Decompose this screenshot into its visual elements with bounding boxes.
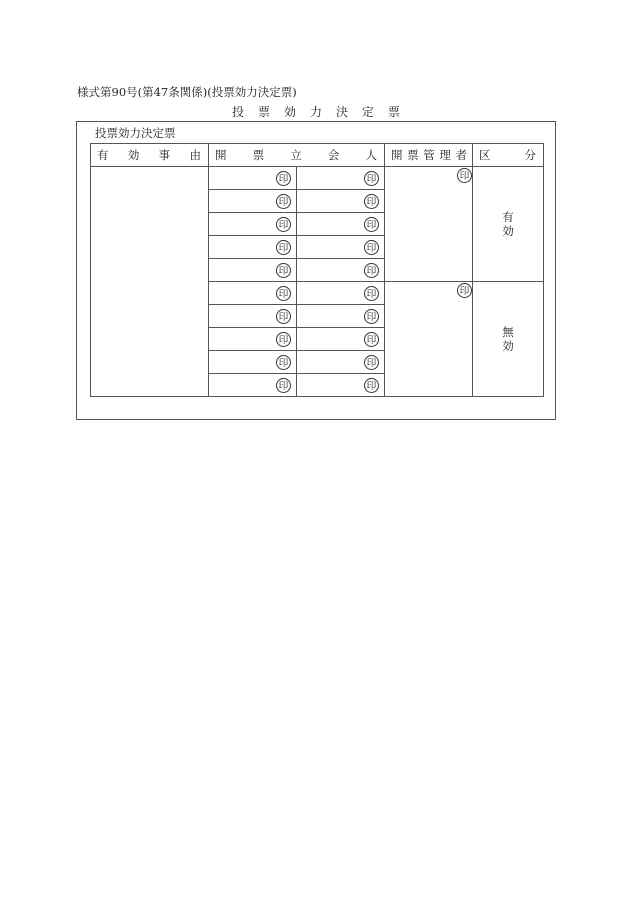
witness-seal-cell[interactable] bbox=[209, 328, 297, 351]
witness-seal-cell[interactable] bbox=[209, 305, 297, 328]
seal-mark: 印 bbox=[276, 240, 291, 255]
seal-mark: 印 bbox=[364, 309, 379, 324]
witness-seal-cell[interactable] bbox=[209, 282, 297, 305]
category-label-invalid: 無効 bbox=[502, 325, 514, 353]
witness-seal-cell[interactable] bbox=[209, 213, 297, 236]
title-char: 効 bbox=[283, 105, 296, 119]
witness-seal-cell[interactable] bbox=[297, 374, 385, 397]
seal-mark: 印 bbox=[364, 263, 379, 278]
decision-table bbox=[90, 143, 544, 397]
witness-seal-cell[interactable] bbox=[297, 259, 385, 282]
seal-mark: 印 bbox=[276, 355, 291, 370]
title-char: 票 bbox=[257, 105, 270, 119]
header-category: 区 分 bbox=[473, 144, 544, 167]
witness-seal-cell[interactable] bbox=[209, 236, 297, 259]
seal-mark: 印 bbox=[276, 217, 291, 232]
witness-seal-cell[interactable] bbox=[209, 167, 297, 190]
seal-mark: 印 bbox=[276, 286, 291, 301]
witness-seal-cell[interactable] bbox=[297, 167, 385, 190]
witness-seal-cell[interactable] bbox=[209, 374, 297, 397]
header-witnesses: 開 票 立 会 人 bbox=[209, 144, 385, 167]
title-char: 票 bbox=[387, 105, 400, 119]
seal-mark: 印 bbox=[364, 286, 379, 301]
reason-cell[interactable] bbox=[91, 167, 209, 397]
manager-seal-cell-valid[interactable] bbox=[385, 167, 473, 282]
title-char: 力 bbox=[309, 105, 322, 119]
witness-seal-cell[interactable] bbox=[297, 328, 385, 351]
seal-mark: 印 bbox=[364, 240, 379, 255]
document-title bbox=[232, 103, 400, 120]
seal-mark: 印 bbox=[364, 355, 379, 370]
witness-seal-cell[interactable] bbox=[297, 236, 385, 259]
valid-row bbox=[91, 167, 544, 190]
form-number: 様式第90号(第47条関係)(投票効力決定票) bbox=[77, 85, 297, 99]
witness-seal-cell[interactable] bbox=[297, 305, 385, 328]
seal-mark: 印 bbox=[276, 378, 291, 393]
seal-mark: 印 bbox=[276, 194, 291, 209]
seal-mark: 印 bbox=[276, 332, 291, 347]
seal-mark: 印 bbox=[276, 263, 291, 278]
category-label-valid: 有効 bbox=[502, 210, 514, 238]
seal-mark: 印 bbox=[457, 283, 472, 298]
seal-mark: 印 bbox=[364, 194, 379, 209]
witness-seal-cell[interactable] bbox=[209, 190, 297, 213]
witness-seal-cell[interactable] bbox=[297, 282, 385, 305]
title-char: 決 bbox=[335, 105, 348, 119]
seal-mark: 印 bbox=[364, 332, 379, 347]
seal-mark: 印 bbox=[364, 217, 379, 232]
header-reason: 有 効 事 由 bbox=[91, 144, 209, 167]
title-char: 投 bbox=[232, 105, 245, 119]
header-manager: 開 票 管 理 者 bbox=[385, 144, 473, 167]
seal-mark: 印 bbox=[457, 168, 472, 183]
witness-seal-cell[interactable] bbox=[209, 351, 297, 374]
seal-mark: 印 bbox=[364, 378, 379, 393]
seal-mark: 印 bbox=[276, 171, 291, 186]
witness-seal-cell[interactable] bbox=[297, 351, 385, 374]
manager-seal-cell-invalid[interactable] bbox=[385, 282, 473, 397]
witness-seal-cell[interactable] bbox=[209, 259, 297, 282]
category-valid bbox=[473, 167, 544, 282]
witness-seal-cell[interactable] bbox=[297, 213, 385, 236]
title-char: 定 bbox=[361, 105, 374, 119]
seal-mark: 印 bbox=[276, 309, 291, 324]
header-row bbox=[91, 144, 544, 167]
frame-caption: 投票効力決定票 bbox=[95, 126, 176, 140]
seal-mark: 印 bbox=[364, 171, 379, 186]
witness-seal-cell[interactable] bbox=[297, 190, 385, 213]
category-invalid bbox=[473, 282, 544, 397]
